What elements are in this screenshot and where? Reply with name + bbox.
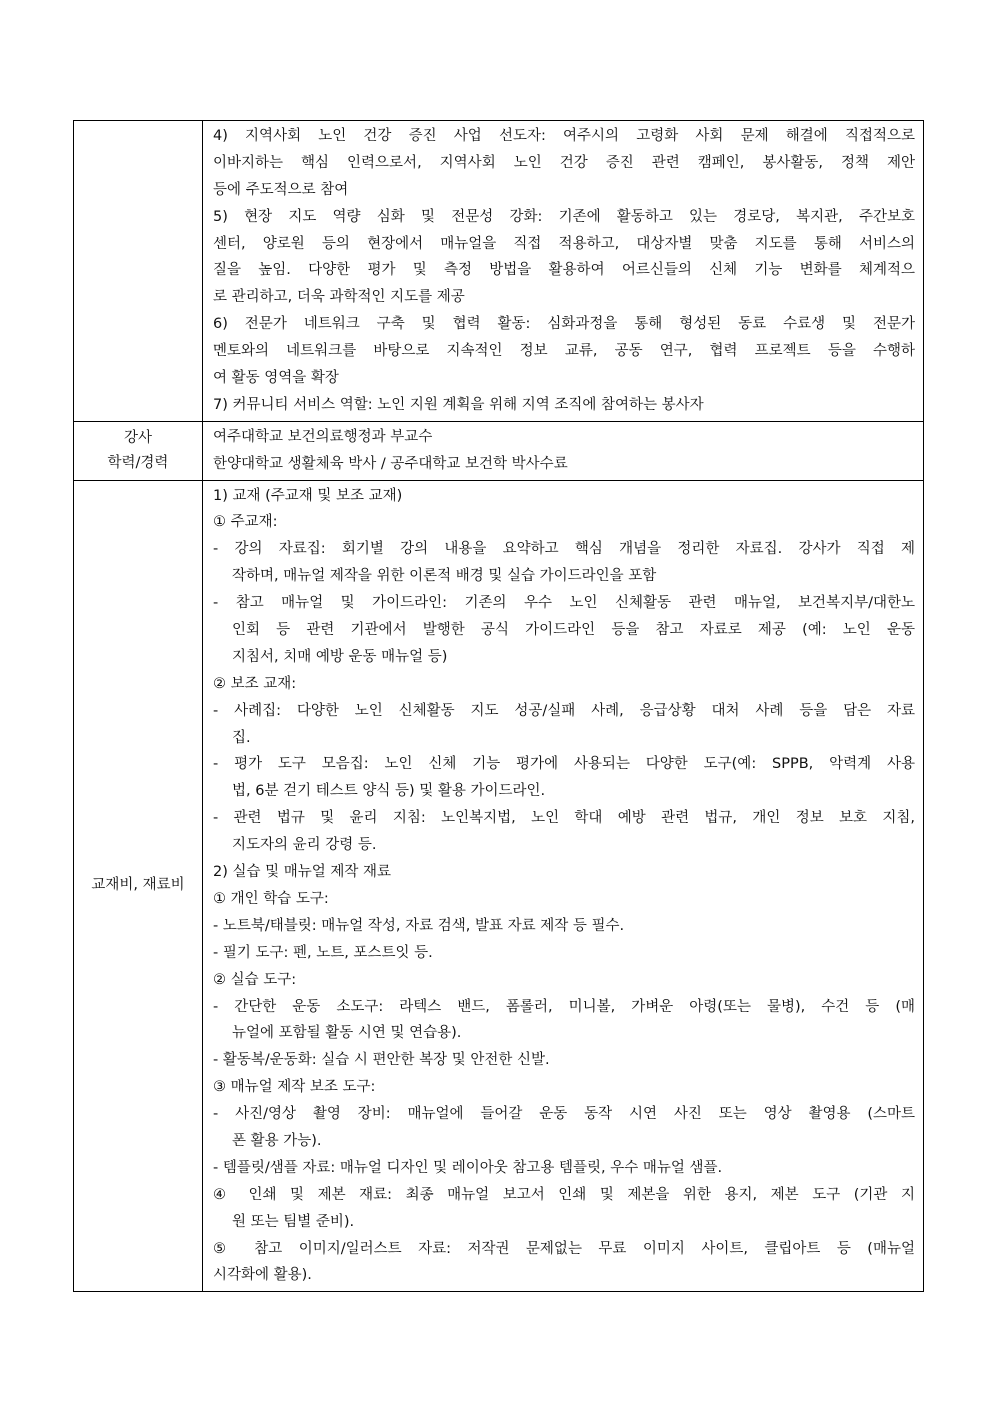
instructor-label — [74, 421, 203, 480]
content-line: 6) 전문가 네트워크 구축 및 협력 활동: 심화과정을 통해 형성된 동료 수료생 및 전문가 — [213, 316, 915, 333]
content-line: 여주대학교 보건의료행정과 부교수 — [213, 428, 433, 445]
row-label-empty — [74, 121, 203, 422]
content-line: 폰 활용 가능). — [232, 1132, 322, 1149]
content-line: ⑤ 참고 이미지/일러스트 자료: 저작권 문제없는 무료 이미지 사이트, 클립아트 등 (매뉴얼 — [213, 1240, 915, 1257]
content-line: - 템플릿/샘플 자료: 매뉴얼 디자인 및 레이아웃 참고용 템플릿, 우수 매뉴얼 샘플. — [213, 1159, 723, 1176]
table-row-outcomes — [74, 121, 924, 422]
outcomes-content — [203, 121, 924, 422]
materials-label-text: 교재비, 재료비 — [91, 877, 185, 894]
content-line: - 강의 자료집: 회기별 강의 내용을 요약하고 핵심 개념을 정리한 자료집. 강사가 직접 제 — [213, 541, 915, 558]
content-line: 원 또는 팀별 준비). — [232, 1213, 355, 1230]
content-line: 멘토와의 네트워크를 바탕으로 지속적인 정보 교류, 공동 연구, 협력 프로젝트 등을 수행하 — [213, 343, 915, 360]
content-line: 로 관리하고, 더욱 과학적인 지도를 제공 — [213, 289, 465, 306]
content-line: 한양대학교 생활체육 박사 / 공주대학교 보건학 박사수료 — [213, 455, 568, 472]
content-line: 이바지하는 핵심 인력으로서, 지역사회 노인 건강 증진 관련 캠페인, 봉사활동, 정책 제안 — [213, 154, 915, 171]
content-line: 2) 실습 및 매뉴얼 제작 재료 — [213, 864, 391, 881]
content-line: 법, 6분 걷기 테스트 양식 등) 및 활용 가이드라인. — [232, 783, 546, 800]
content-line: ② 실습 도구: — [213, 971, 297, 988]
content-line: ① 주교재: — [213, 514, 278, 531]
content-line: - 활동복/운동화: 실습 시 편안한 복장 및 안전한 신발. — [213, 1052, 550, 1069]
content-line: 센터, 양로원 등의 현장에서 매뉴얼을 직접 적용하고, 대상자별 맞춤 지도를 통해 서비스의 — [213, 235, 915, 252]
content-line: 작하며, 매뉴얼 제작을 위한 이론적 배경 및 실습 가이드라인을 포함 — [232, 568, 657, 585]
content-line: - 사진/영상 촬영 장비: 매뉴얼에 들어갈 운동 동작 시연 사진 또는 영상 촬영용 (스마트 — [213, 1106, 915, 1123]
content-line: - 필기 도구: 펜, 노트, 포스트잇 등. — [213, 944, 433, 961]
instructor-content — [203, 421, 924, 480]
content-line: 여 활동 영역을 확장 — [213, 370, 339, 387]
content-line: 시각화에 활용). — [213, 1267, 312, 1284]
content-line: 뉴얼에 포함될 활동 시연 및 연습용). — [232, 1025, 462, 1042]
materials-content — [203, 480, 924, 1292]
content-line: 등에 주도적으로 참여 — [213, 181, 349, 198]
document-table — [73, 120, 924, 1292]
content-line: - 노트북/태블릿: 매뉴얼 작성, 자료 검색, 발표 자료 제작 등 필수. — [213, 917, 625, 934]
instructor-label-line-2: 학력/경력 — [107, 454, 169, 471]
content-line: - 관련 법규 및 윤리 지침: 노인복지법, 노인 학대 예방 관련 법규, 개인 정보 보호 지침, — [213, 810, 915, 827]
content-line: - 평가 도구 모음집: 노인 신체 기능 평가에 사용되는 다양한 도구(예: SPPB, 악력계 사용 — [213, 756, 915, 773]
content-line: 5) 현장 지도 역량 심화 및 전문성 강화: 기존에 활동하고 있는 경로당, 복지관, 주간보호 — [213, 208, 915, 225]
content-line: 7) 커뮤니티 서비스 역할: 노인 지원 계획을 위해 지역 조직에 참여하는 봉사자 — [213, 396, 704, 413]
content-line: ② 보조 교재: — [213, 675, 297, 692]
content-line: 1) 교재 (주교재 및 보조 교재) — [213, 487, 403, 504]
content-line: - 사례집: 다양한 노인 신체활동 지도 성공/실패 사례, 응급상황 대처 사례 등을 담은 자료 — [213, 702, 915, 719]
content-line: ④ 인쇄 및 제본 재료: 최종 매뉴얼 보고서 인쇄 및 제본을 위한 용지, 제본 도구 (기관 지 — [213, 1186, 915, 1203]
content-line: ③ 매뉴얼 제작 보조 도구: — [213, 1079, 376, 1096]
instructor-label-line-1: 강사 — [123, 429, 152, 446]
content-line: 질을 높임. 다양한 평가 및 측정 방법을 활용하여 어르신들의 신체 기능 변화를 체계적으 — [213, 262, 915, 279]
content-line: ① 개인 학습 도구: — [213, 890, 329, 907]
content-line: 4) 지역사회 노인 건강 증진 사업 선도자: 여주시의 고령화 사회 문제 해결에 직접적으로 — [213, 128, 915, 144]
table-row-instructor — [74, 421, 924, 480]
table-row-materials — [74, 480, 924, 1292]
content-line: 지도자의 윤리 강령 등. — [232, 837, 377, 854]
content-line: 인회 등 관련 기관에서 발행한 공식 가이드라인 등을 참고 자료로 제공 (예: 노인 운동 — [232, 622, 915, 639]
content-line: 집. — [232, 729, 251, 746]
content-line: 지침서, 치매 예방 운동 매뉴얼 등) — [232, 648, 448, 665]
content-line: - 간단한 운동 소도구: 라텍스 밴드, 폼롤러, 미니볼, 가벼운 아령(또는 물병), 수건 등 (매 — [213, 998, 915, 1015]
content-line: - 참고 매뉴얼 및 가이드라인: 기존의 우수 노인 신체활동 관련 매뉴얼, 보건복지부/대한노 — [213, 595, 915, 612]
materials-label — [74, 480, 203, 1292]
